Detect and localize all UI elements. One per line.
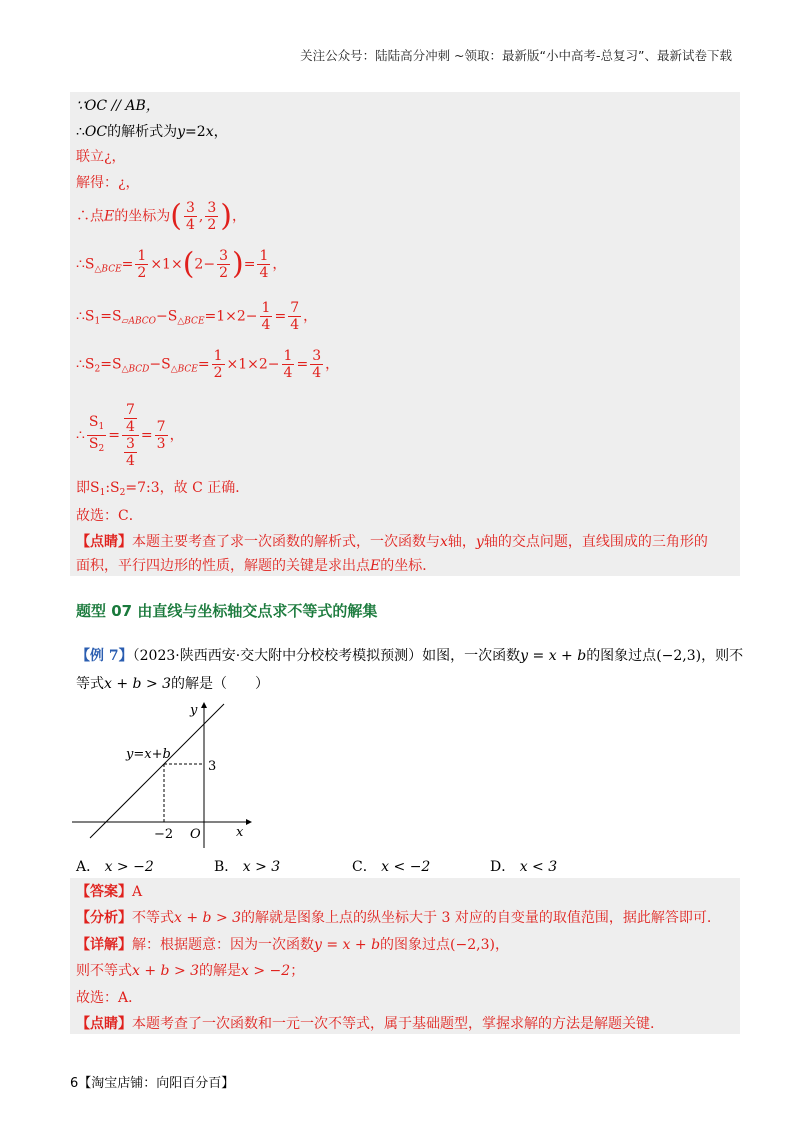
text: = xyxy=(197,356,210,373)
text: = xyxy=(108,427,120,444)
text: 1 xyxy=(283,348,293,364)
text: 7 xyxy=(290,300,300,316)
text: △BCD xyxy=(121,364,150,375)
answer-line-6 xyxy=(76,1014,654,1034)
text: 等式 xyxy=(76,676,104,692)
answer-line-3 xyxy=(76,935,509,955)
text: 4 xyxy=(290,317,300,333)
text: OC xyxy=(84,124,108,140)
text: :S xyxy=(105,480,120,496)
text: 【点睛】 xyxy=(76,1016,132,1032)
text: (−2,3) xyxy=(450,937,495,953)
text: 2 xyxy=(137,265,147,281)
solution-line-13 xyxy=(76,556,436,576)
text: 3 xyxy=(156,436,166,452)
answer-line-2 xyxy=(76,908,711,928)
text: 【分析】 xyxy=(76,910,132,926)
text: =S xyxy=(100,356,122,373)
section-title: 题型 07 由直线与坐标轴交点求不等式的解集 xyxy=(76,602,378,620)
x-axis-arrow xyxy=(246,819,252,825)
text: 的解析式为 xyxy=(107,124,178,140)
text: x xyxy=(440,534,448,550)
text: =7:3 xyxy=(125,480,160,496)
x-tick-label: −2 xyxy=(154,827,174,842)
text: ∵OC // AB， xyxy=(76,98,160,114)
solution-line-1 xyxy=(76,96,160,116)
option-a[interactable] xyxy=(76,856,154,876)
text: 2 xyxy=(94,364,101,375)
text: 3 xyxy=(185,200,195,216)
text: x > −2 xyxy=(241,963,291,979)
text: ，则不 xyxy=(701,648,744,664)
solution-line-6: $\therefore S_{\triangle BCE}=$ $\frac{1}{2}$ ×1×(2− $\frac{3}{2}$ )= $\frac{1}{4}$ ， xyxy=(76,246,287,282)
text: 的解是 xyxy=(199,963,242,979)
text: x xyxy=(205,124,214,140)
text: ∴点 xyxy=(76,208,104,225)
text: 4 xyxy=(185,217,195,233)
text: 1 xyxy=(98,422,105,432)
text: 不等式 xyxy=(132,910,174,926)
solution-line-7 xyxy=(76,300,317,333)
text: x > −2 xyxy=(104,859,154,875)
text: 1 xyxy=(259,248,269,264)
text: S xyxy=(90,480,100,496)
text: 3 xyxy=(125,436,135,452)
text: E xyxy=(104,208,115,225)
answer-line-4 xyxy=(76,961,304,981)
example-line-1 xyxy=(76,646,743,666)
text: 【点睛】 xyxy=(76,534,132,550)
text: , xyxy=(198,208,204,225)
text: 7 xyxy=(156,419,166,435)
text: x + b > 3 xyxy=(174,910,242,926)
solution-line-8 xyxy=(76,348,339,381)
text: B． xyxy=(214,859,239,875)
y-tick-label: 3 xyxy=(208,759,217,774)
function-graph xyxy=(66,700,266,850)
text: S xyxy=(88,436,99,452)
page-number: 6 xyxy=(70,1076,79,1091)
text: D． xyxy=(490,859,516,875)
text: ， xyxy=(231,208,246,225)
solution-line-9 xyxy=(76,402,184,469)
example-tag: 【例 7】 xyxy=(76,648,133,664)
text: y = x + b xyxy=(520,648,587,664)
text: ∴S xyxy=(76,308,95,325)
solution-line-12 xyxy=(76,532,708,552)
text: 轴， xyxy=(447,534,476,550)
text: y = x + b xyxy=(314,937,381,953)
text: x + b > 3 xyxy=(132,963,200,979)
text: 解：根据题意：因为一次函数 xyxy=(132,937,314,953)
text: 本题考查了一次函数和一元一次不等式，属于基础题型，掌握求解的方法是解题关键. xyxy=(132,1016,655,1032)
text: ， xyxy=(303,308,318,325)
text: ， xyxy=(169,427,184,444)
page-header: 关注公众号：陆陆高分冲刺 ~领取：最新版“小中高考-总复习”、最新试卷下载 xyxy=(300,48,732,63)
text: ； xyxy=(290,963,305,979)
example-line-2 xyxy=(76,674,269,694)
text: 则不等式 xyxy=(76,963,132,979)
solution-line-3: 联立¿， xyxy=(76,149,126,165)
text: 3 xyxy=(312,348,322,364)
text: 【答案】 xyxy=(76,884,132,900)
text: （2023·陕西西安·交大附中分校校考模拟预测）如图，一次函数 xyxy=(132,648,521,664)
text: ▱ABCO xyxy=(121,316,157,327)
text: 4 xyxy=(283,365,293,381)
text: 2 xyxy=(98,444,105,454)
option-b[interactable] xyxy=(214,856,280,876)
text: =1×2− xyxy=(204,308,258,325)
text: 的解就是图象上点的纵坐标大于 3 对应的自变量的取值范围，据此解答即可. xyxy=(241,910,712,926)
solution-line-2 xyxy=(76,122,228,142)
page-footer xyxy=(70,1072,234,1091)
text: ∴S xyxy=(76,356,95,373)
text: 4 xyxy=(259,265,269,281)
text: = xyxy=(243,256,256,273)
text: 的解是（ ） xyxy=(171,676,270,692)
text: 【详解】 xyxy=(76,937,132,953)
text: y xyxy=(177,124,186,140)
text: 的图象过点 xyxy=(380,937,451,953)
option-d[interactable] xyxy=(490,856,557,876)
text: 4 xyxy=(125,419,135,435)
text: 即 xyxy=(76,480,90,496)
text: ， xyxy=(272,256,287,273)
text: (−2,3) xyxy=(656,648,702,664)
text: 2 xyxy=(207,217,217,233)
text: −S xyxy=(156,308,178,325)
text: 2 xyxy=(219,265,228,281)
text: 面积，平行四边形的性质，解题的关键是求出点 xyxy=(76,558,370,574)
text: 1 xyxy=(261,300,271,316)
answer-line-1 xyxy=(76,882,142,902)
option-c[interactable] xyxy=(352,856,430,876)
text: ×1× xyxy=(150,256,183,273)
text: = xyxy=(296,356,309,373)
solution-block xyxy=(70,92,740,576)
text: 的坐标． xyxy=(380,558,437,574)
text: 2− xyxy=(194,256,216,273)
text: △BCE xyxy=(94,264,122,275)
solution-line-5: ∴点E的坐标为( $\frac{3}{4}$ , $\frac{3}{2}$ )， xyxy=(76,198,246,234)
text: 4 xyxy=(125,453,135,469)
text: 1 xyxy=(137,248,147,264)
text: 本题主要考查了求一次函数的解析式，一次函数与 xyxy=(132,534,440,550)
text: ， xyxy=(213,124,228,140)
answer-block xyxy=(70,878,740,1034)
text: 1 xyxy=(99,488,106,498)
text: ∴ xyxy=(76,427,85,444)
text: x + b > 3 xyxy=(104,676,172,692)
text: △BCE xyxy=(177,316,205,327)
text: x < −2 xyxy=(381,859,431,875)
text: 1 xyxy=(94,316,101,327)
x-axis-label: x xyxy=(236,825,244,840)
text: E xyxy=(370,558,381,574)
solution-line-4: 解得：¿， xyxy=(76,175,140,191)
text: S xyxy=(88,414,99,430)
text: ， xyxy=(325,356,340,373)
text: = xyxy=(121,256,134,273)
solution-line-11: 故选：C． xyxy=(76,508,143,524)
text: A． xyxy=(76,859,101,875)
text: ×1×2− xyxy=(226,356,280,373)
text: 的图象过点 xyxy=(586,648,657,664)
text: 的坐标为 xyxy=(114,208,171,225)
text: ，故 C 正确． xyxy=(159,480,250,496)
text: 2 xyxy=(119,488,126,498)
text: △BCE xyxy=(170,364,198,375)
text: 3 xyxy=(207,200,217,216)
text: ， xyxy=(494,937,509,953)
text: x < 3 xyxy=(519,859,558,875)
text: 4 xyxy=(261,317,271,333)
text: 1 xyxy=(213,348,223,364)
text: =S xyxy=(100,308,122,325)
text: = xyxy=(274,308,287,325)
text: A xyxy=(132,884,143,900)
text: ∴ xyxy=(76,124,85,140)
text: 3 xyxy=(219,248,228,264)
text: 轴的交点问题，直线围成的三角形的 xyxy=(483,534,708,550)
y-axis-label: y xyxy=(190,703,198,718)
text: C． xyxy=(352,859,377,875)
solution-line-10 xyxy=(76,478,249,503)
y-axis-arrow xyxy=(201,702,207,708)
text: ∴S xyxy=(76,256,95,273)
text: = xyxy=(140,427,153,444)
text: y xyxy=(475,534,484,550)
text: −S xyxy=(149,356,171,373)
text: 4 xyxy=(312,365,322,381)
footer-text: 【淘宝店铺：向阳百分百】 xyxy=(78,1076,235,1091)
origin-label: O xyxy=(190,827,201,842)
text: x > 3 xyxy=(242,859,281,875)
answer-line-5: 故选：A． xyxy=(76,990,143,1006)
text: =2 xyxy=(185,124,206,140)
line-label: y=x+b xyxy=(126,747,171,762)
text: 7 xyxy=(125,402,135,418)
text: 2 xyxy=(213,365,223,381)
